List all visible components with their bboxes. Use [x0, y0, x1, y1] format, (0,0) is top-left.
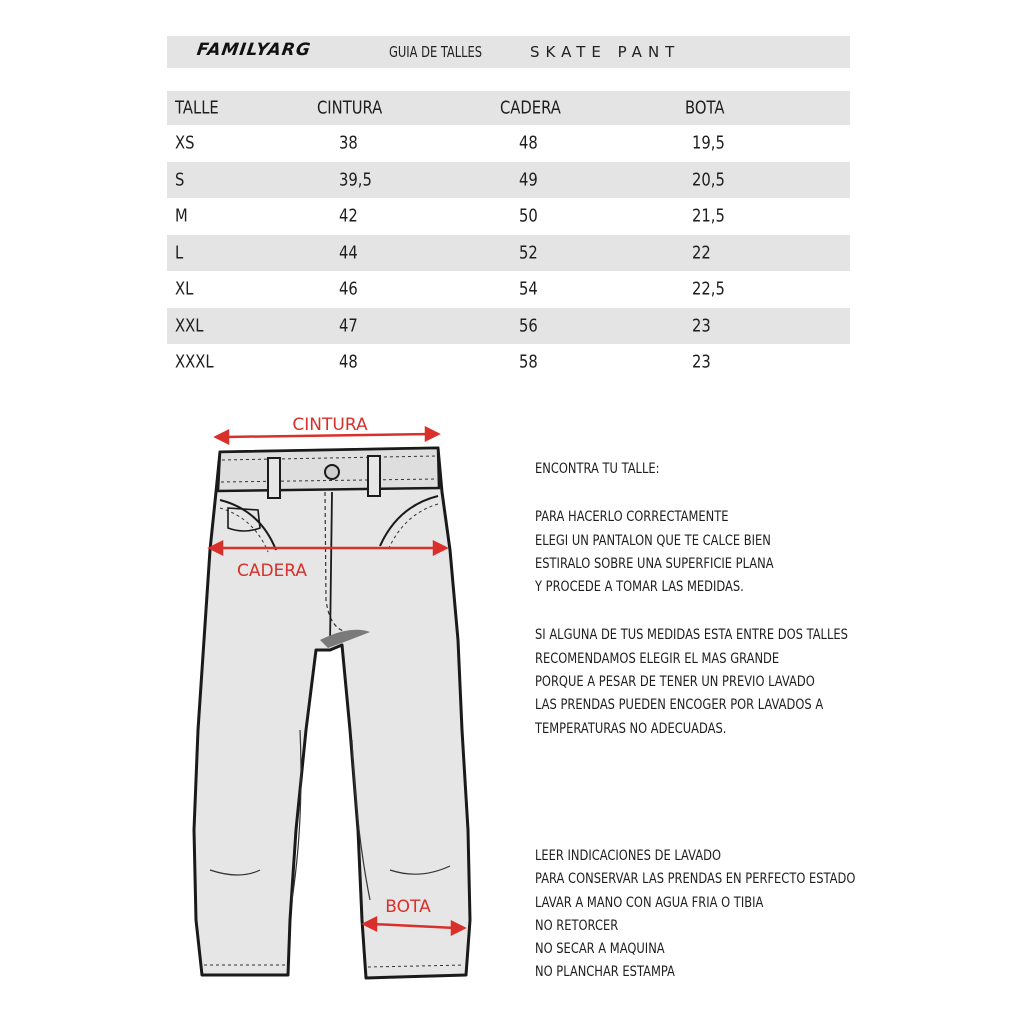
belt-loop: [368, 456, 380, 496]
waist-cell: 39,5: [339, 169, 372, 191]
care-line: PARA CONSERVAR LAS PRENDAS EN PERFECTO ESTADO: [535, 871, 856, 888]
table-row: [167, 162, 850, 199]
waist-cell: 38: [339, 132, 358, 154]
product-title: SKATE PANT: [530, 43, 681, 61]
instruction-line: LAS PRENDAS PUEDEN ENCOGER POR LAVADOS A: [535, 697, 824, 714]
hem-cell: 22,5: [692, 278, 725, 300]
button: [325, 465, 339, 479]
hip-label: CADERA: [236, 561, 308, 581]
hem-cell: 22: [692, 242, 711, 264]
instruction-line: TEMPERATURAS NO ADECUADAS.: [535, 720, 727, 737]
table-row: [167, 198, 850, 235]
belt-loop: [268, 458, 280, 498]
instruction-line: ESTIRALO SOBRE UNA SUPERFICIE PLANA: [535, 555, 774, 572]
pants-diagram: [180, 400, 480, 1000]
hip-cell: 58: [519, 351, 538, 373]
hip-cell: 48: [519, 132, 538, 154]
instruction-line: Y PROCEDE A TOMAR LAS MEDIDAS.: [535, 579, 744, 596]
instruction-line: SI ALGUNA DE TUS MEDIDAS ESTA ENTRE DOS TALLES: [535, 627, 848, 644]
hem-cell: 19,5: [692, 132, 725, 154]
instruction-line: RECOMENDAMOS ELEGIR EL MAS GRANDE: [535, 650, 780, 667]
care-line: LAVAR A MANO CON AGUA FRIA O TIBIA: [535, 894, 764, 911]
waist-cell: 46: [339, 278, 358, 300]
size-instructions: [535, 458, 915, 741]
hem-cell: 21,5: [692, 205, 725, 227]
table-header-row: [167, 91, 850, 125]
table-row: [167, 125, 850, 162]
size-cell: L: [175, 242, 184, 264]
column-header-bota: BOTA: [685, 97, 725, 119]
hip-cell: 54: [519, 278, 538, 300]
hem-cell: 23: [692, 315, 711, 337]
size-cell: M: [175, 205, 188, 227]
care-line: NO PLANCHAR ESTAMPA: [535, 964, 675, 981]
hip-cell: 56: [519, 315, 538, 337]
hem-cell: 20,5: [692, 169, 725, 191]
size-cell: XS: [175, 132, 195, 154]
waist-cell: 44: [339, 242, 358, 264]
instructions-heading: ENCONTRA TU TALLE:: [535, 461, 660, 477]
column-header-cadera: CADERA: [500, 97, 561, 119]
hip-cell: 52: [519, 242, 538, 264]
waist-cell: 48: [339, 351, 358, 373]
size-cell: S: [175, 169, 185, 191]
waist-cell: 47: [339, 315, 358, 337]
hip-cell: 49: [519, 169, 538, 191]
care-line: NO RETORCER: [535, 917, 619, 934]
size-cell: XXXL: [175, 351, 214, 373]
instruction-line: ELEGI UN PANTALON QUE TE CALCE BIEN: [535, 532, 771, 549]
care-line: NO SECAR A MAQUINA: [535, 941, 665, 958]
hem-cell: 23: [692, 351, 711, 373]
table-row: [167, 271, 850, 308]
care-instructions: [535, 845, 915, 985]
hem-label: BOTA: [385, 897, 431, 917]
table-row: [167, 308, 850, 345]
waist-cell: 42: [339, 205, 358, 227]
table-row: [167, 344, 850, 381]
size-table: [167, 91, 850, 381]
size-cell: XXL: [175, 315, 204, 337]
instruction-line: PARA HACERLO CORRECTAMENTE: [535, 509, 729, 526]
header-bar: [167, 36, 850, 68]
column-header-talle: TALLE: [175, 97, 219, 119]
waist-label: CINTURA: [292, 415, 368, 435]
brand-logo: FAMILYARG: [195, 40, 313, 60]
table-row: [167, 235, 850, 272]
column-header-cintura: CINTURA: [317, 97, 383, 119]
instruction-line: PORQUE A PESAR DE TENER UN PREVIO LAVADO: [535, 674, 815, 691]
size-cell: XL: [175, 278, 194, 300]
guide-title: GUIA DE TALLES: [389, 43, 483, 61]
care-line: LEER INDICACIONES DE LAVADO: [535, 848, 721, 864]
hip-cell: 50: [519, 205, 538, 227]
